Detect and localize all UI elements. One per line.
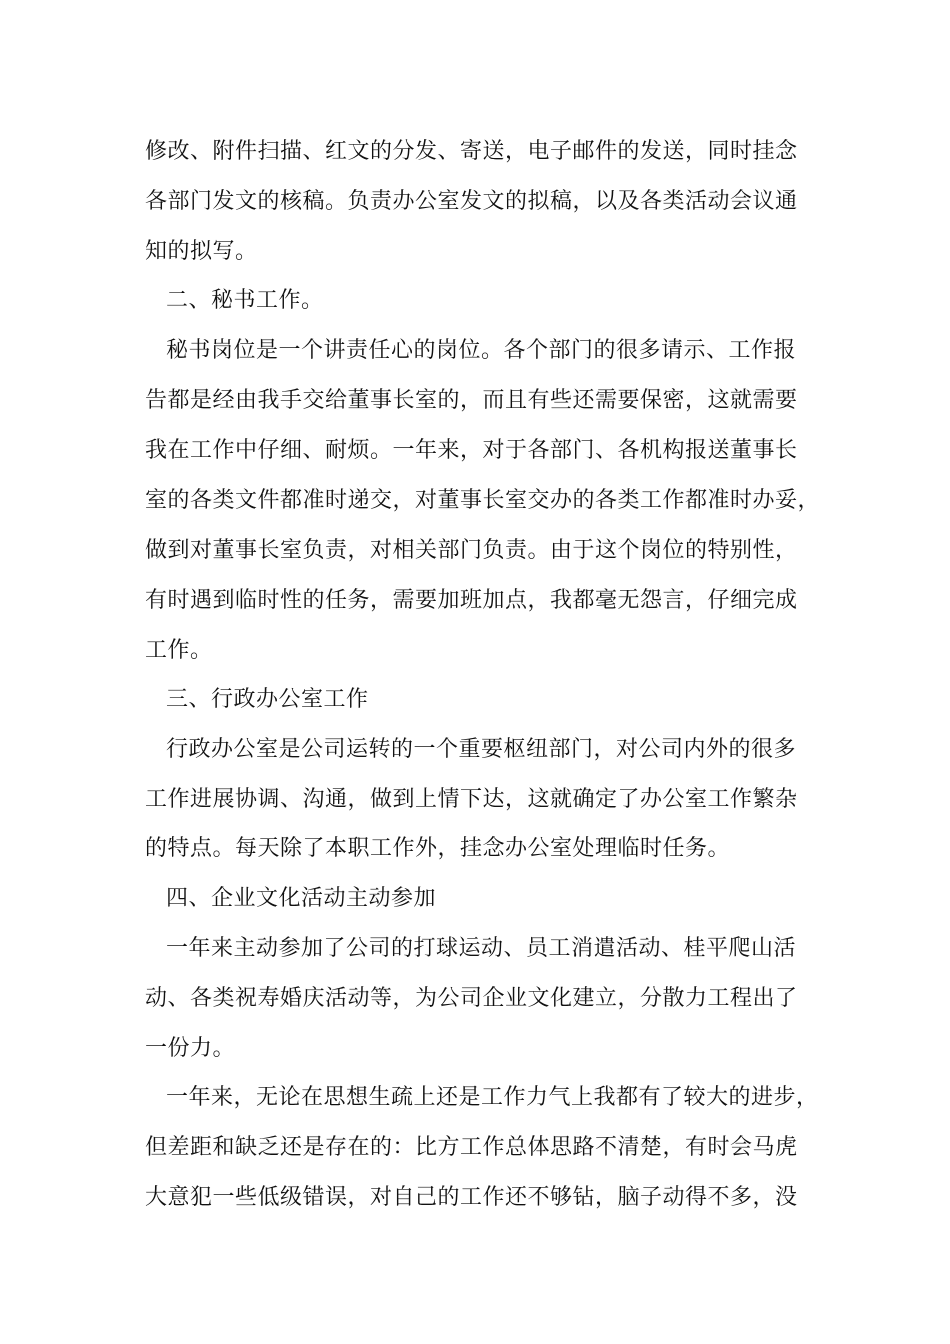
body-text-line: 知的拟写。 (145, 239, 258, 264)
section-heading: 四、企业文化活动主动参加 (166, 886, 437, 911)
body-text-line: 一份力。 (145, 1036, 236, 1061)
body-text-line: 工作进展协调、沟通，做到上情下达，这就确定了办公室工作繁杂 (145, 787, 798, 812)
section-heading: 二、秘书工作。 (166, 288, 324, 313)
body-text-line: 修改、附件扫描、红文的分发、寄送，电子邮件的发送，同时挂念 (145, 139, 798, 164)
body-text-line: 的特点。每天除了本职工作外，挂念办公室处理临时任务。 (145, 836, 731, 861)
body-text-line: 行政办公室是公司运转的一个重要枢纽部门，对公司内外的很多 (166, 737, 797, 762)
body-text-line: 工作。 (145, 638, 213, 663)
body-text-line: 告都是经由我手交给董事长室的，而且有些还需要保密，这就需要 (145, 388, 798, 413)
body-text-line: 一年来主动参加了公司的打球运动、员工消遣活动、桂平爬山活 (166, 936, 797, 961)
body-text-line: 室的各类文件都准时递交，对董事长室交办的各类工作都准时办妥， (145, 488, 821, 513)
section-heading: 三、行政办公室工作 (166, 687, 369, 712)
body-text-line: 但差距和缺乏还是存在的：比方工作总体思路不清楚，有时会马虎 (145, 1135, 798, 1160)
body-text-line: 一年来，无论在思想生疏上还是工作力气上我都有了较大的进步， (166, 1085, 819, 1110)
body-text-line: 各部门发文的核稿。负责办公室发文的拟稿，以及各类活动会议通 (145, 189, 798, 214)
body-text-line: 我在工作中仔细、耐烦。一年来，对于各部门、各机构报送董事长 (145, 438, 798, 463)
body-text-line: 有时遇到临时性的任务，需要加班加点，我都毫无怨言，仔细完成 (145, 588, 798, 613)
body-text-line: 动、各类祝寿婚庆活动等，为公司企业文化建立，分散力工程出了 (145, 986, 798, 1011)
body-text-line: 大意犯一些低级错误，对自己的工作还不够钻，脑子动得不多，没 (145, 1185, 798, 1210)
body-text-line: 秘书岗位是一个讲责任心的岗位。各个部门的很多请示、工作报 (166, 338, 797, 363)
body-text-line: 做到对董事长室负责，对相关部门负责。由于这个岗位的特别性， (145, 538, 798, 563)
